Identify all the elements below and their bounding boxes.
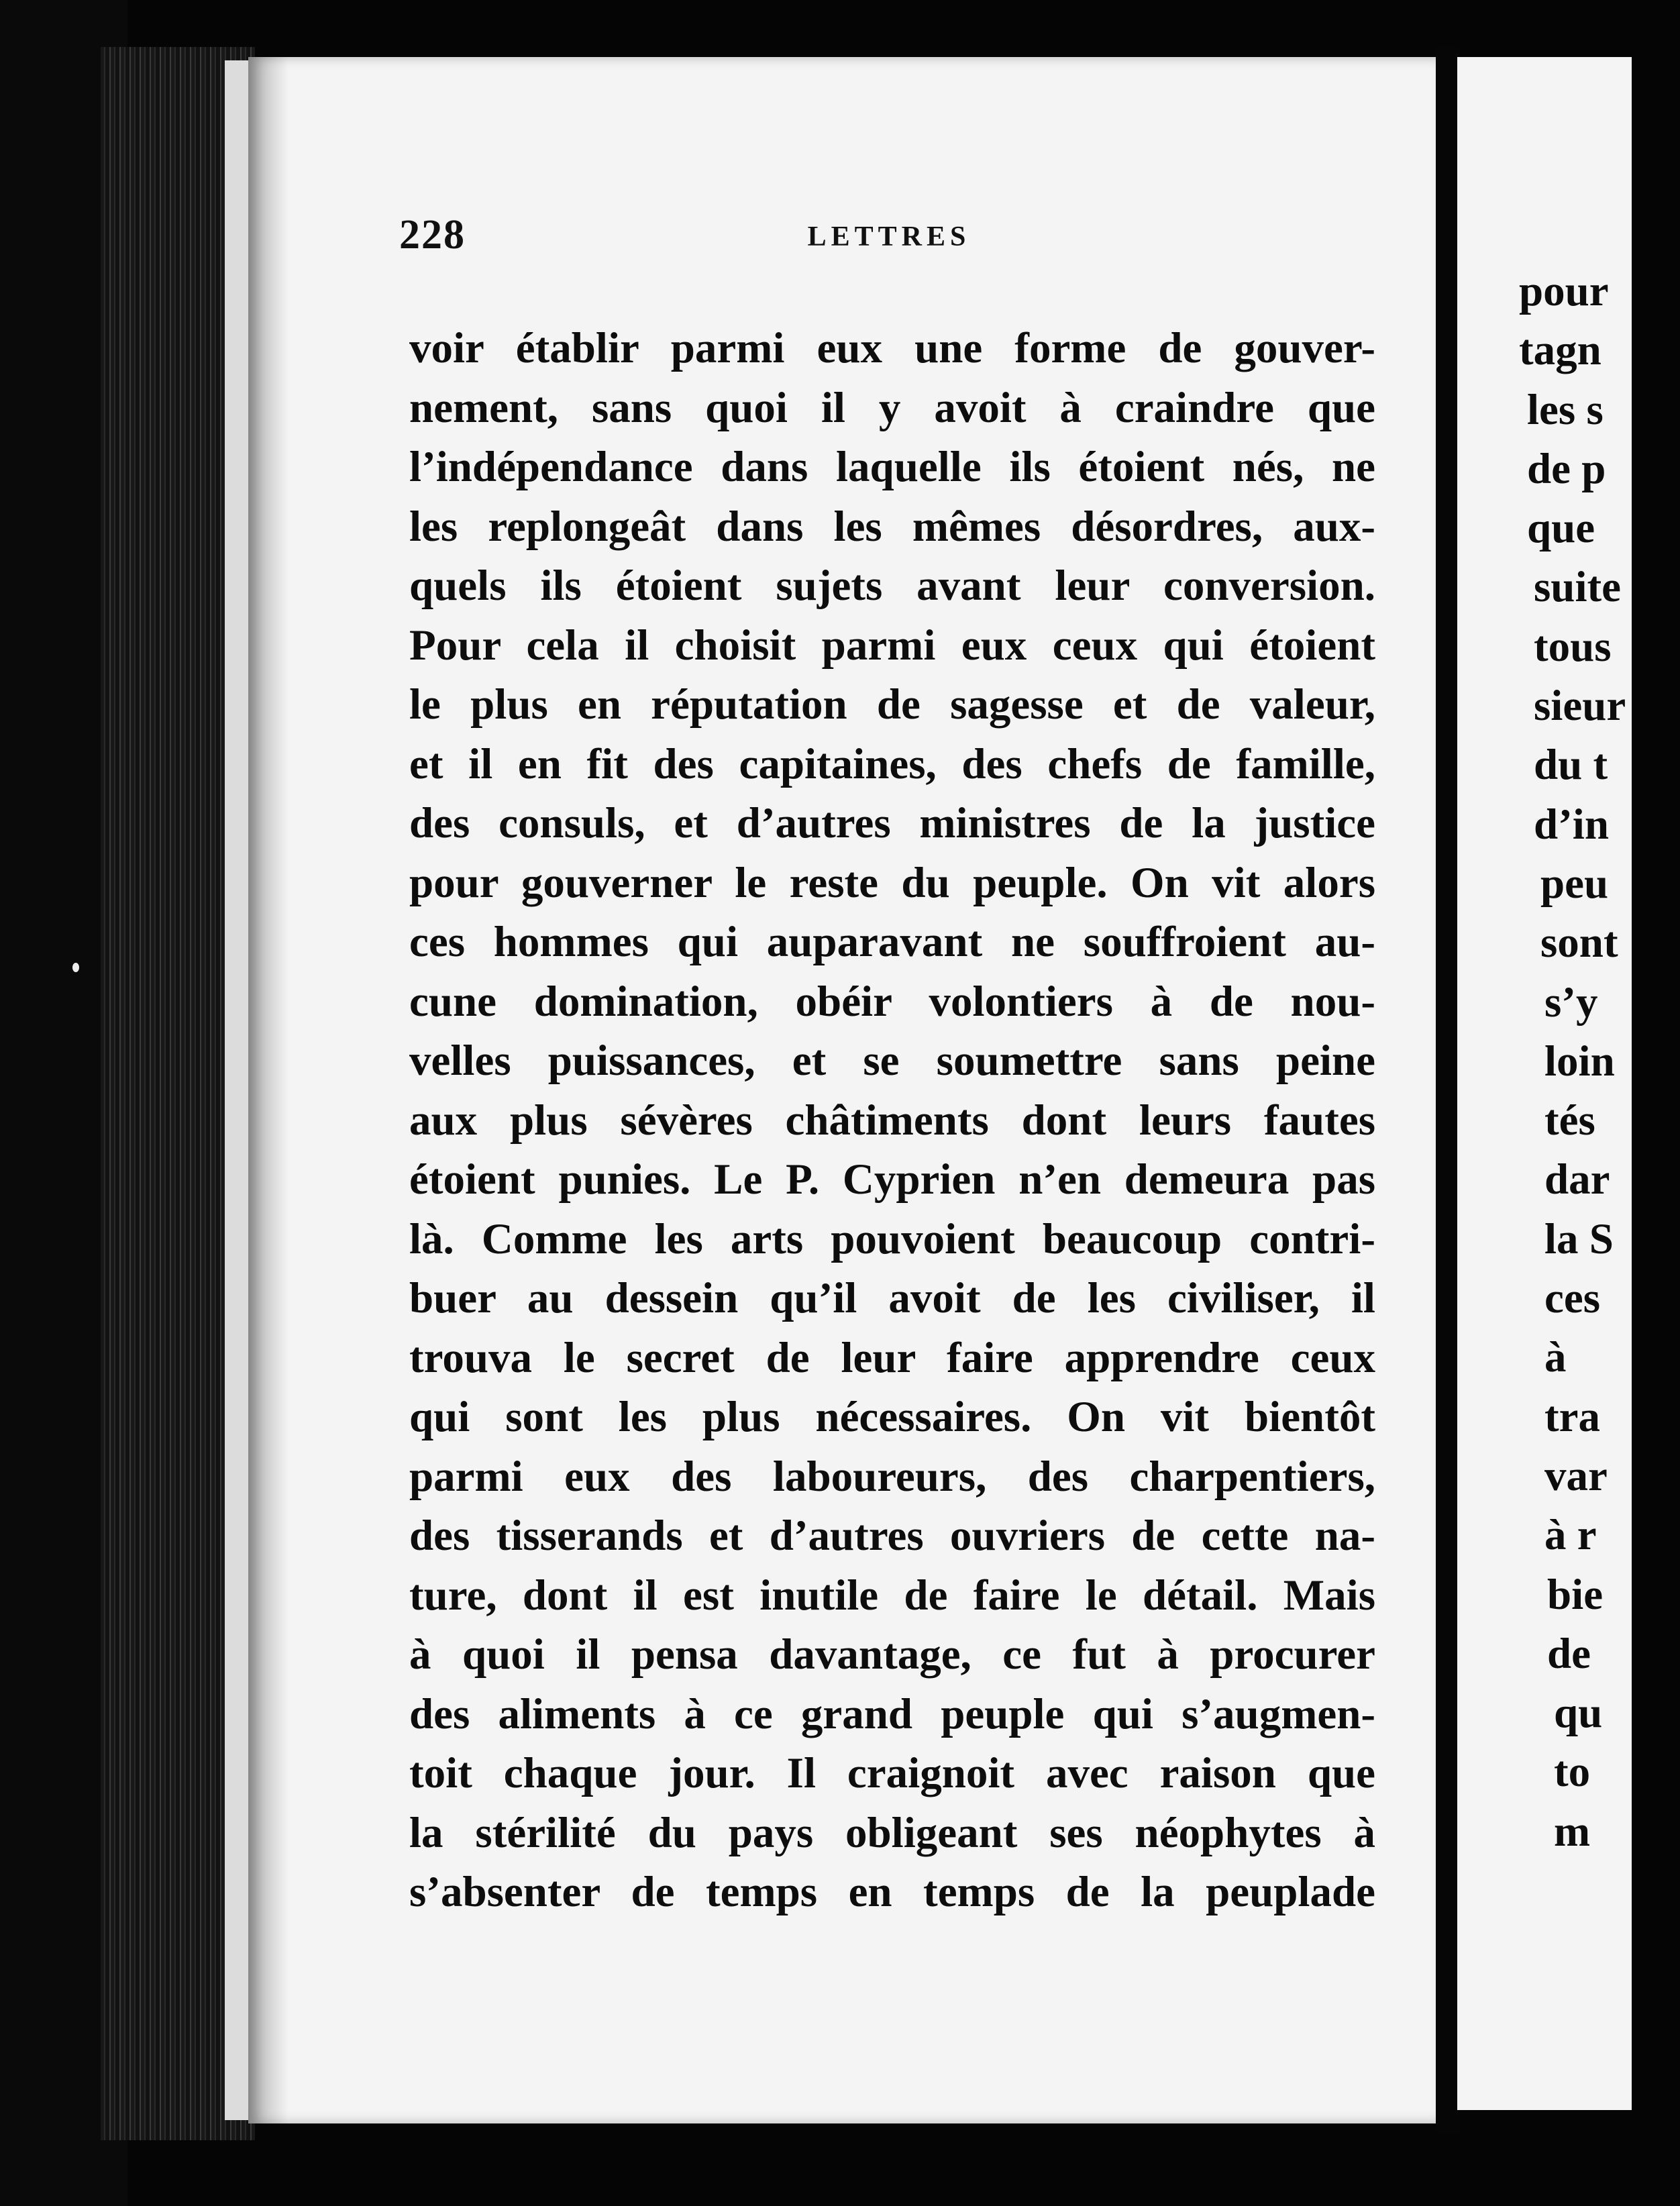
text-line: toit chaque jour. Il craignoit avec raison que xyxy=(409,1749,1375,1797)
body-text xyxy=(409,319,1375,1922)
facing-fragment: tous xyxy=(1534,622,1612,671)
facing-fragment: peu xyxy=(1540,859,1609,908)
facing-fragment: la S xyxy=(1544,1214,1614,1263)
facing-fragment: to xyxy=(1554,1748,1591,1797)
text-line: aux plus sévères châtiments dont leurs fautes xyxy=(409,1096,1375,1145)
facing-fragment: de xyxy=(1547,1629,1591,1678)
facing-fragment: pour xyxy=(1519,267,1609,315)
facing-fragment: tagn xyxy=(1519,326,1602,375)
text-line: ces hommes qui auparavant ne souffroient au- xyxy=(409,918,1375,966)
facing-fragment: que xyxy=(1527,504,1595,553)
text-line: trouva le secret de leur faire apprendre ceux xyxy=(409,1333,1375,1382)
facing-fragment: sont xyxy=(1540,918,1618,967)
text-line: étoient punies. Le P. Cyprien n’en demeura pas xyxy=(409,1155,1375,1204)
facing-fragment: qu xyxy=(1554,1689,1603,1738)
running-head xyxy=(399,211,1379,285)
text-line: voir établir parmi eux une forme de gouver- xyxy=(409,324,1375,372)
facing-fragment: suite xyxy=(1534,563,1621,612)
facing-page-text xyxy=(1519,262,1680,1861)
running-head-title: LETTRES xyxy=(807,221,971,252)
facing-fragment: les s xyxy=(1527,385,1604,434)
facing-fragment: sieur xyxy=(1534,682,1626,731)
facing-page xyxy=(1457,57,1632,2110)
text-line: Pour cela il choisit parmi eux ceux qui étoient xyxy=(409,621,1375,670)
facing-fragment: dar xyxy=(1544,1155,1610,1204)
facing-fragment: var xyxy=(1544,1451,1608,1500)
facing-fragment: de p xyxy=(1527,444,1606,493)
text-line: des tisserands et d’autres ouvriers de cette na- xyxy=(409,1512,1375,1560)
facing-fragment: à xyxy=(1544,1333,1567,1382)
book-gutter xyxy=(1436,47,1459,2134)
text-line: des consuls, et d’autres ministres de la justice xyxy=(409,799,1375,847)
text-line: velles puissances, et se soumettre sans peine xyxy=(409,1037,1375,1085)
facing-fragment: du t xyxy=(1534,741,1608,790)
text-line: là. Comme les arts pouvoient beaucoup contri- xyxy=(409,1214,1375,1263)
facing-fragment: à r xyxy=(1544,1511,1597,1560)
text-line: qui sont les plus nécessaires. On vit bientôt xyxy=(409,1393,1375,1441)
text-line: pour gouverner le reste du peuple. On vit alors xyxy=(409,858,1375,907)
text-line: des aliments à ce grand peuple qui s’augmen- xyxy=(409,1689,1375,1738)
text-line: le plus en réputation de sagesse et de valeur, xyxy=(409,680,1375,729)
facing-fragment: ces xyxy=(1544,1274,1600,1323)
text-line: à quoi il pensa davantage, ce fut à procurer xyxy=(409,1630,1375,1679)
text-line: buer au dessein qu’il avoit de les civiliser, il xyxy=(409,1274,1375,1322)
page-number: 228 xyxy=(399,212,466,258)
facing-fragment: bie xyxy=(1547,1570,1604,1619)
facing-fragment: tés xyxy=(1544,1096,1595,1145)
facing-fragment: d’in xyxy=(1534,800,1610,849)
text-line: quels ils étoient sujets avant leur conversion. xyxy=(409,562,1375,610)
left-page xyxy=(248,57,1436,2123)
text-line: ture, dont il est inutile de faire le détail. Mais xyxy=(409,1571,1375,1620)
text-line: la stérilité du pays obligeant ses néophytes à xyxy=(409,1808,1375,1857)
facing-fragment: loin xyxy=(1544,1037,1615,1086)
text-line: et il en fit des capitaines, des chefs de famille, xyxy=(409,739,1375,788)
text-line: nement, sans quoi il y avoit à craindre que xyxy=(409,383,1375,432)
facing-fragment: tra xyxy=(1544,1392,1600,1441)
text-line: les replongeât dans les mêmes désordres, aux- xyxy=(409,502,1375,551)
text-line: s’absenter de temps en temps de la peuplade xyxy=(409,1868,1375,1916)
text-line: cune domination, obéir volontiers à de nou- xyxy=(409,977,1375,1026)
facing-fragment: m xyxy=(1554,1807,1591,1856)
facing-fragment: s’y xyxy=(1544,978,1598,1027)
dust-speck xyxy=(72,963,79,972)
text-line: parmi eux des laboureurs, des charpentiers, xyxy=(409,1452,1375,1501)
text-line: l’indépendance dans laquelle ils étoient nés, ne xyxy=(409,443,1375,491)
